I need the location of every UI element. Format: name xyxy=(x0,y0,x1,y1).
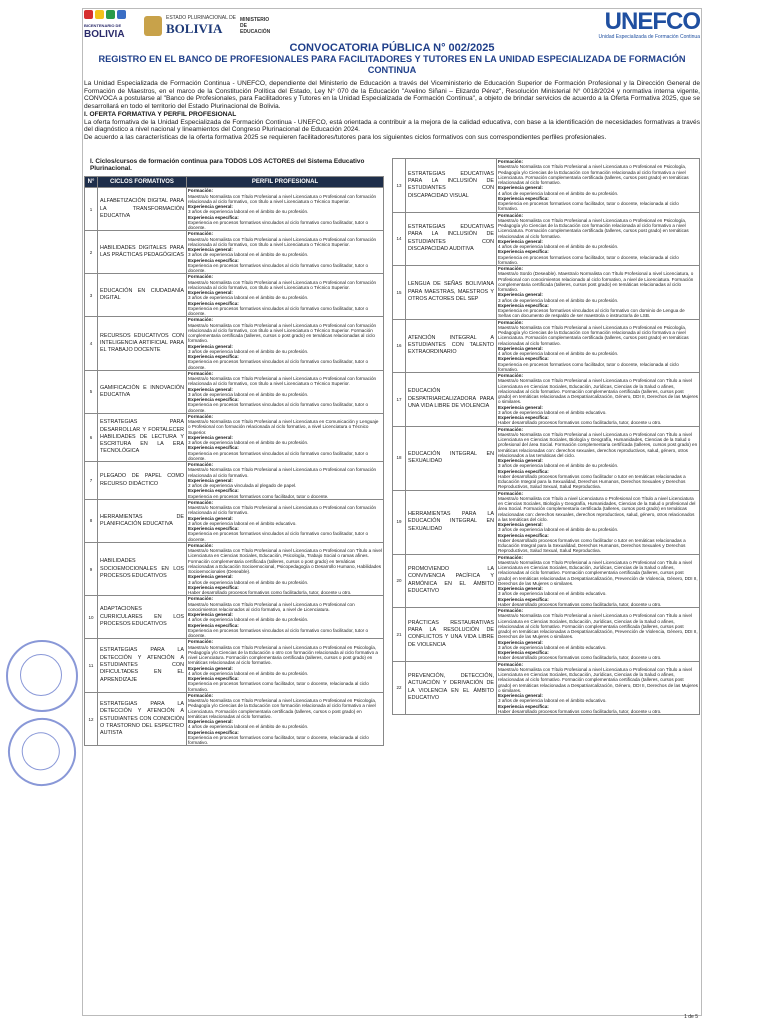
specific-experience-text: Haber desarrollado procesos formativos como facilitador o tutor en temáticas relacionadas a Educación Integral para la Sexualidad, Derechos Humanos, Derechos Sexuales y Derechos Reproductivos, Salud Sexual, Salud Reproductiva. xyxy=(498,537,686,554)
general-experience-label: Experiencia general: xyxy=(498,185,543,191)
table-row xyxy=(393,212,700,266)
profile-cell xyxy=(187,274,384,317)
formation-text: Maestra/o Normalista con Título Profesional a nivel Licenciatura en Comunicación y Lenguaje o Profesional con formación relacionada al ciclo formativo, a nivel Licenciatura o Técnico Superior. xyxy=(188,419,379,435)
formation-label: Formación: xyxy=(188,231,214,237)
formation-text: Maestra/o Normalista con Título Profesional a nivel Licenciatura o Profesional en Psicología, Pedagogía y/o Ciencias de la Educación con formación relacionada al ciclo formativo a nivel Licenciatura. Formación complementaria certificada (talleres, cursos post grado) en temáticas relacionadas al ciclo formativo. xyxy=(498,217,689,239)
specific-experience-label: Experiencia específica: xyxy=(188,729,239,735)
formation-label: Formación: xyxy=(188,317,214,323)
formation-text: Maestra/o Normalista con Título a nivel Licenciatura o Profesional con Título a nivel Licenciatura en Ciencias Sociales, Biología y Geografía, Humanidades, Ciencias de la Salud o profesional del área Social. Formación complementaria certificada (talleres, cursos post grado) en temáticas relacionadas con: derechos sexuales, derechos reproductivos, salud, género, otros relacionados a las temáticas del ciclo. xyxy=(498,495,696,522)
general-experience-text: 4 años de experiencia laboral en el ámbito de su profesión. xyxy=(188,724,309,730)
page-subtitle: REGISTRO EN EL BANCO DE PROFESIONALES PARA FACILITADORES Y TUTORES EN LA UNIDAD ESPECIALIZADA DE FORMACIÓN CONTINUA xyxy=(98,54,686,75)
table-row xyxy=(85,188,384,231)
row-number: 22 xyxy=(393,661,406,715)
table-row xyxy=(393,159,700,213)
official-seal-stamp-2 xyxy=(0,710,83,793)
cycle-name: GAMIFICACIÓN E INNOVACIÓN EDUCATIVA xyxy=(98,370,187,413)
title-block xyxy=(84,42,700,76)
row-number: 1 xyxy=(85,188,98,231)
table-intro: I. Ciclos/cursos de formación continua para TODOS LOS ACTORES del Sistema Educativo Plurinacional. xyxy=(90,158,365,173)
profile-cell xyxy=(497,426,700,490)
cycle-name: HABILIDADES SOCIOEMOCIONALES EN LOS PROCESOS EDUCATIVOS xyxy=(98,542,187,596)
general-experience-label: Experiencia general: xyxy=(188,574,233,580)
formation-label: Formación: xyxy=(188,596,214,602)
general-experience-text: 4 años de experiencia laboral en el ámbito de su profesión. xyxy=(498,244,619,249)
specific-experience-text: Experiencia en procesos formativos como facilitador, tutor o docente, relacionada al ciclo formativo. xyxy=(188,681,369,692)
general-experience-label: Experiencia general: xyxy=(498,586,543,591)
cycle-name: ESTRATEGIAS PARA LA DETECCIÓN Y ATENCIÓN A ESTUDIANTES CON DIFICULTADES EN EL APRENDIZAJE xyxy=(98,639,187,693)
specific-experience-text: Experiencia en procesos formativos vinculados al ciclo formativo como facilitador, tutor o docente. xyxy=(188,627,369,639)
general-experience-label: Experiencia general: xyxy=(498,238,543,244)
specific-experience-text: Haber desarrollado procesos formativos como facilitador/a, tutor, docente u otro. xyxy=(498,708,662,714)
cycles-table-left xyxy=(84,176,384,746)
intro-paragraph-1: La Unidad Especializada de Formación Continua - UNEFCO, dependiente del Ministerio de Educación a través del Viceministerio de Educación Superior de Formación Profesional y la Dirección General de Formación de Maestros, en el marco de la Constitución Política del Estado, Ley N° 070 de la Educación "Avelino Siñani – Elizardo Pérez", Resolución Ministerial N° 0018/2024 y normativa interna vigente, CONVOCA a postularse al "Banco de Profesionales, para Facilitadores y Tutores en la Unidad Especializada de Formación Continua", a objeto de brindar servicios de acuerdo a la Oferta Formativa 2025, que se desarrollará en todo el territorio del Estado Plurinacional de Bolivia. xyxy=(84,80,700,111)
specific-experience-label: Experiencia específica: xyxy=(498,703,549,709)
cycle-name: EDUCACIÓN INTEGRAL EN SEXUALIDAD xyxy=(406,426,497,490)
specific-experience-label: Experiencia específica: xyxy=(188,584,239,590)
formation-label: Formación: xyxy=(188,274,214,280)
formation-label: Formación: xyxy=(188,692,214,698)
row-number: 12 xyxy=(85,692,98,746)
general-experience-text: 2 años de experiencia vinculada al plegado de papel. xyxy=(188,483,297,489)
specific-experience-label: Experiencia específica: xyxy=(188,445,239,451)
cycle-name: PREVENCIÓN, DETECCIÓN, ACTUACIÓN Y DERIVACIÓN DE LA VIOLENCIA EN EL ÁMBITO EDUCATIVO xyxy=(406,661,497,715)
formation-text: Maestra/o Normalista con Título Profesional a nivel Licenciatura o Profesional con Título a nivel Licenciatura en Ciencias Sociales, Educación, Jurídicas, Ciencias de la Salud o afines, relacionadas al ciclo formativo. Formación complementaria certificada (talleres, cursos post grado) en temáticas relacionadas a Despatriarcalización, Prevención de Violencia, Género, DDI II, Derechos de las Mujeres o similares. xyxy=(498,559,698,586)
formation-text: Maestra/o Normalista con Título Profesional a nivel Licenciatura o Profesional con Título a nivel Licenciatura en Ciencias Sociales, Educación, Jurídicas, Ciencias de la Salud o afines, relacionadas al ciclo formativo. Formación complementaria certificada (talleres, cursos post grado) en temáticas relacionadas a Despatriarcalización, Prevención de Violencia, Género, DDI II, Derechos de las Mujeres o similares. xyxy=(498,613,698,640)
row-number: 19 xyxy=(393,490,406,554)
formation-text: Maestra/o Normalista con Título Profesional a nivel Licenciatura o Profesional en Psicología, Pedagogía y/o Ciencias de la Educación con formación relacionada al ciclo formativo a nivel Licenciatura. Formación complementaria certificada (talleres, cursos o post grado) en temáticas relacionadas al ciclo formativo. xyxy=(188,698,377,719)
table-row xyxy=(393,319,700,373)
general-experience-label: Experiencia general: xyxy=(188,204,233,210)
specific-experience-label: Experiencia específica: xyxy=(498,302,549,308)
general-experience-text: 3 años de experiencia laboral en el ámbito educativo. xyxy=(498,591,607,597)
specific-experience-label: Experiencia específica: xyxy=(498,532,549,538)
row-number: 18 xyxy=(393,426,406,490)
formation-label: Formación: xyxy=(498,319,524,325)
profile-cell xyxy=(187,542,384,596)
specific-experience-text: Haber desarrollado procesos formativos como facilitador/a, tutor, docente u otro. xyxy=(498,420,662,426)
page-number: 1 de 5 xyxy=(684,1014,698,1020)
header xyxy=(84,10,700,42)
cycle-name: LENGUA DE SEÑAS BOLIVIANA PARA MAESTRAS, MAESTROS Y OTROS ACTORES DEL SEP xyxy=(406,266,497,320)
general-experience-label: Experiencia general: xyxy=(498,522,543,527)
formation-label: Formación: xyxy=(188,188,214,194)
specific-experience-label: Experiencia específica: xyxy=(188,257,239,263)
formation-label: Formación: xyxy=(498,212,524,218)
cycle-name: ESTRATEGIAS PARA DESARROLLAR Y FORTALECER HABILIDADES DE LECTURA Y ESCRITURA EN LA ERA TECNOLÓGICA xyxy=(98,413,187,461)
row-number: 11 xyxy=(85,639,98,693)
specific-experience-text: Haber desarrollado procesos formativos como facilitador/a, tutor, docente u otro. xyxy=(498,655,662,661)
profile-cell xyxy=(187,413,384,461)
row-number: 3 xyxy=(85,274,98,317)
formation-label: Formación: xyxy=(498,426,524,432)
table-row xyxy=(85,639,384,693)
table-row xyxy=(393,373,700,427)
table-row xyxy=(85,370,384,413)
specific-experience-label: Experiencia específica: xyxy=(498,415,549,420)
general-experience-label: Experiencia general: xyxy=(188,343,233,349)
left-column xyxy=(84,158,384,746)
specific-experience-text: Experiencia en procesos formativos vinculados al ciclo formativo con dominio de Lengua de Señas con documento de respaldo de ser maestro/a o instructor/a de LSB. xyxy=(498,308,685,319)
general-experience-text: 3 años de experiencia laboral en el ámbito educativo. xyxy=(188,520,297,526)
profile-cell xyxy=(497,212,700,266)
general-experience-text: 3 años de experiencia laboral en el ámbito educativo. xyxy=(498,698,607,704)
profile-cell xyxy=(187,188,384,231)
general-experience-text: 3 años de experiencia laboral en el ámbito de su profesión. xyxy=(188,209,309,215)
row-number: 8 xyxy=(85,499,98,542)
logo-group xyxy=(84,10,274,42)
table-row xyxy=(393,554,700,608)
profile-cell xyxy=(187,639,384,693)
profile-cell xyxy=(497,608,700,662)
section-heading: I. OFERTA FORMATIVA Y PERFIL PROFESIONAL xyxy=(84,110,237,118)
intro-text xyxy=(84,80,700,142)
general-experience-label: Experiencia general: xyxy=(498,292,543,298)
specific-experience-label: Experiencia específica: xyxy=(188,622,239,628)
general-experience-label: Experiencia general: xyxy=(188,477,233,483)
general-experience-label: Experiencia general: xyxy=(188,612,233,618)
intro-paragraph-2: La oferta formativa de la Unidad Especializada de Formación Continua - UNEFCO, está orientada a contribuir a la mejora de la calidad educativa, con base a la identificación de necesidades formativas a través del diagnóstico a nivel nacional y lineamientos del Congreso Plurinacional de Educación 2024. xyxy=(84,118,700,134)
specific-experience-label: Experiencia específica: xyxy=(498,650,549,655)
profile-cell xyxy=(497,373,700,427)
specific-experience-text: Experiencia en procesos formativos vinculados al ciclo formativo como facilitador, tutor o docente. xyxy=(188,531,369,542)
bicentenario-logo: BICENTENARIO DE BOLIVIA xyxy=(84,10,136,42)
specific-experience-label: Experiencia específica: xyxy=(498,468,549,474)
cycle-name: ESTRATEGIAS EDUCATIVAS PARA LA INCLUSIÓN DE ESTUDIANTES CON DISCAPACIDAD VISUAL xyxy=(406,159,497,213)
specific-experience-label: Experiencia específica: xyxy=(188,676,239,682)
profile-cell xyxy=(497,319,700,373)
table-row xyxy=(85,231,384,274)
general-experience-label: Experiencia general: xyxy=(498,693,543,698)
cycle-name: PROMOVIENDO LA CONVIVENCIA PACÍFICA Y ARMÓNICA EN EL ÁMBITO EDUCATIVO xyxy=(406,554,497,608)
cycle-name: PLEGADO DE PAPEL COMO RECURSO DIDÁCTICO xyxy=(98,462,187,500)
formation-text: Maestra/o Normalista con Título Profesional a nivel Licenciatura o Profesional con Título a nivel Licenciatura en Ciencias Sociales, Educación, Jurídicas, Ciencias de la Salud o afines, relacionadas al ciclo formativo. Formación complementaria certificada (talleres, cursos post grado) en temáticas relacionadas a Despatriarcalización, Género, DDI II, Derechos de las Mujeres o similares. xyxy=(498,666,698,693)
specific-experience-label: Experiencia específica: xyxy=(188,526,239,532)
table-row xyxy=(85,596,384,639)
formation-text: Maestra/o Normalista con Título Profesional a nivel Licenciatura o Profesional en Psicología, Pedagogía y/o Ciencias de la Educación con formación relacionada al ciclo formativo a nivel Licenciatura. Formación complementaria certificada (talleres, cursos post grado) en temáticas relacionadas al ciclo formativo. xyxy=(498,324,689,346)
row-number: 17 xyxy=(393,373,406,427)
cycle-name: EDUCACIÓN DESPATRIARCALIZADORA PARA UNA VIDA LIBRE DE VIOLENCIA xyxy=(406,373,497,427)
general-experience-text: 4 años de experiencia laboral en el ámbito de su profesión. xyxy=(498,351,619,356)
formation-text: Maestra/o Normalista con Título Profesional a nivel Licenciatura o Profesional en Psicología, Pedagogía y/o Ciencias de la Educación o otro con formación relacionada al ciclo formativo a nivel Licenciatura. Formación complementaria certificada (talleres, cursos o post grado) en temáticas relacionadas al ciclo formativo. xyxy=(188,644,378,666)
specific-experience-label: Experiencia específica: xyxy=(188,214,239,220)
specific-experience-text: Experiencia en procesos formativos vinculados al ciclo formativo como facilitador, tutor o docente. xyxy=(188,359,369,370)
row-number: 20 xyxy=(393,554,406,608)
table-row xyxy=(85,462,384,500)
right-column xyxy=(392,158,700,715)
cycle-name: HABILIDADES DIGITALES PARA LAS PRÁCTICAS PEDAGÓGICAS xyxy=(98,231,187,274)
formation-text: Maestra/o Normalista con Título Profesional a nivel Licenciatura o Profesional con formación relacionada al ciclo formativo, con título a nivel Licenciatura o Técnico Superior. xyxy=(188,376,377,387)
general-experience-text: 3 años de experiencia laboral en el ámbito de su profesión. xyxy=(188,348,309,354)
header-cycles: CICLOS FORMATIVOS xyxy=(98,177,187,188)
row-number: 13 xyxy=(393,159,406,213)
specific-experience-text: Experiencia en procesos formativos como facilitador, tutor o docente. xyxy=(188,493,329,499)
table-body-right xyxy=(393,159,700,715)
formation-text: Maestra/o Normalista con Título Profesional a nivel Licenciatura o Profesional con formación relacionada al ciclo formativo. xyxy=(188,505,377,516)
profile-cell xyxy=(497,266,700,320)
specific-experience-label: Experiencia específica: xyxy=(188,300,239,306)
cycle-name: ATENCIÓN INTEGRAL A ESTUDIANTES CON TALENTO EXTRAORDINARIO xyxy=(406,319,497,373)
general-experience-label: Experiencia general: xyxy=(188,247,233,253)
profile-cell xyxy=(187,596,384,639)
formation-text: Maestra/o Normalista con Título Profesional a nivel Licenciatura o Profesional con formación relacionada al ciclo formativo, con título a nivel Licenciatura o Técnico Superior. xyxy=(188,279,377,290)
formation-text: Maestra/o Normalista con Título Profesional a nivel Licenciatura o Profesional con Título a nivel Licenciatura en Ciencias Sociales, Educación, Psicología, Trabajo Social o ramas afines. Formación complementaria certificada (talleres, cursos o post grado) en temáticas relacionadas a Educación Socioemocional, Psicopedagogía o Desarrollo Humano, Habilidades Socioemocionales (Deseable). xyxy=(188,548,382,575)
cycle-name: ALFABETIZACIÓN DIGITAL PARA LA TRANSFORMACIÓN EDUCATIVA xyxy=(98,188,187,231)
cycle-name: ADAPTACIONES CURRICULARES EN LOS PROCESOS EDUCATIVOS xyxy=(98,596,187,639)
cycle-name: ESTRATEGIAS EDUCATIVAS PARA LA INCLUSIÓN DE ESTUDIANTES CON DISCAPACIDAD AUDITIVA xyxy=(406,212,497,266)
specific-experience-text: Experiencia en procesos formativos como facilitador, tutor o docente, relacionada al ciclo formativo. xyxy=(498,254,679,265)
unefco-logo: UNEFCO Unidad Especializada de Formación Continua xyxy=(598,8,700,40)
profile-cell xyxy=(187,231,384,274)
table-row xyxy=(393,426,700,490)
specific-experience-text: Experiencia en procesos formativos vinculados al ciclo formativo como facilitador, tutor o docente. xyxy=(188,305,369,317)
table-row xyxy=(85,413,384,461)
formation-label: Formación: xyxy=(498,661,524,667)
table-row xyxy=(393,266,700,320)
official-seal-stamp xyxy=(6,640,78,712)
formation-text: Maestra/o Normalista con Título Profesional a nivel Licenciatura o Profesional con conocimientos relacionados al ciclo formativo, a nivel de Licenciatura. xyxy=(188,601,355,612)
row-number: 5 xyxy=(85,370,98,413)
formation-label: Formación: xyxy=(498,490,524,496)
formation-label: Formación: xyxy=(188,639,214,645)
row-number: 21 xyxy=(393,608,406,662)
general-experience-label: Experiencia general: xyxy=(188,515,233,521)
general-experience-text: 3 años de experiencia laboral en el ámbito de su profesión. xyxy=(188,252,309,258)
profile-cell xyxy=(497,554,700,608)
row-number: 4 xyxy=(85,317,98,371)
formation-label: Formación: xyxy=(498,554,524,560)
specific-experience-text: Experiencia en procesos formativos vinculados al ciclo formativo como facilitador, tutor o docente. xyxy=(188,219,369,231)
table-row xyxy=(85,274,384,317)
table-row xyxy=(85,542,384,596)
specific-experience-text: Experiencia en procesos formativos como facilitador, tutor o docente, relacionada al ciclo formativo. xyxy=(188,734,369,746)
specific-experience-text: Experiencia en procesos formativos vinculados al ciclo formativo como facilitador, tutor o docente. xyxy=(188,262,369,274)
general-experience-label: Experiencia general: xyxy=(188,665,233,671)
formation-text: Maestra/o Normalista con Título Profesional a nivel Licenciatura o Profesional con Título a nivel Licenciatura en Ciencias Sociales, Educación, Jurídicas, Ciencias de la Salud o afines, relacionadas al ciclo formativo. Formación complementaria certificada (talleres, cursos post grado) en temáticas relacionadas a Despatriarcalización, Género, DDI II, Derechos de las Mujeres o similares. xyxy=(498,378,698,405)
general-experience-label: Experiencia general: xyxy=(188,434,233,440)
ministerio-logo: ESTADO PLURINACIONAL DE BOLIVIA MINISTERIO DE EDUCACIÓN xyxy=(144,15,274,37)
formation-label: Formación: xyxy=(498,159,524,164)
table-row xyxy=(85,692,384,746)
formation-label: Formación: xyxy=(188,542,214,548)
row-number: 15 xyxy=(393,266,406,320)
general-experience-label: Experiencia general: xyxy=(498,345,543,351)
table-row xyxy=(393,608,700,662)
formation-text: Maestra/o Normalista con Título Profesional a nivel Licenciatura o Profesional con Título a nivel Licenciatura en Ciencias Sociales, Biología y Geografía, Humanidades, Ciencias de la Salud o profesional del área Social. Formación complementaria certificada (talleres, cursos post grado) en temáticas relacionadas con: derechos sexuales, derechos reproductivos, salud, género, otros relacionados a las temáticas del ciclo. xyxy=(498,431,698,458)
cycle-name: EDUCACIÓN EN CIUDADANÍA DIGITAL xyxy=(98,274,187,317)
header-profile: PERFIL PROFESIONAL xyxy=(187,177,384,188)
specific-experience-label: Experiencia específica: xyxy=(498,596,549,602)
header-number: N° xyxy=(85,177,98,188)
formation-text: Maestra/o Normalista con Título Profesional a nivel Licenciatura o Profesional con formación relacionada al ciclo formativo, con título a nivel Licenciatura o Técnico Superior. xyxy=(188,193,377,204)
general-experience-label: Experiencia general: xyxy=(498,458,543,463)
specific-experience-label: Experiencia específica: xyxy=(188,397,239,403)
table-row xyxy=(393,490,700,554)
profile-cell xyxy=(187,317,384,371)
specific-experience-text: Haber desarrollado procesos formativos como facilitador o tutor en temáticas relacionadas a Educación Integral para la Sexualidad, Derechos Humanos, Derechos Sexuales y Derechos Reproductivos, Salud Sexual, Salud Reproductiva. xyxy=(498,473,686,490)
general-experience-text: 3 años de experiencia laboral en el ámbito de su profesión. xyxy=(498,297,619,303)
general-experience-text: 3 años de experiencia laboral en el ámbito educativo. xyxy=(498,409,607,415)
profile-cell xyxy=(187,370,384,413)
table-row xyxy=(85,499,384,542)
formation-text: Maestra/o Normalista con Título Profesional a nivel Licenciatura o Profesional con formación relacionada al ciclo formativo, con título a nivel Licenciatura o Técnico Superior. Formación complementaria certificada (talleres, cursos o post grado) en temáticas relacionadas al ciclo formativo. xyxy=(188,322,377,344)
general-experience-text: 3 años de experiencia laboral en el ámbito de su profesión. xyxy=(188,295,309,301)
row-number: 16 xyxy=(393,319,406,373)
general-experience-text: 3 años de experiencia laboral en el ámbito de su profesión. xyxy=(498,527,619,533)
profile-cell xyxy=(497,490,700,554)
general-experience-text: 4 años de experiencia laboral en el ámbito de su profesión. xyxy=(498,190,619,196)
general-experience-text: 4 años de experiencia laboral en el ámbito de su profesión. xyxy=(188,670,309,676)
formation-label: Formación: xyxy=(188,370,214,376)
general-experience-text: 3 años de experiencia laboral en el ámbito de su profesión. xyxy=(498,463,619,469)
profile-cell xyxy=(187,462,384,500)
general-experience-text: 3 años de experiencia laboral en el ámbito de su profesión. xyxy=(188,391,309,397)
formation-label: Formación: xyxy=(498,608,524,613)
row-number: 10 xyxy=(85,596,98,639)
table-row xyxy=(85,317,384,371)
formation-label: Formación: xyxy=(188,499,214,505)
specific-experience-text: Experiencia en procesos formativos como facilitador, tutor o docente, relacionada al ciclo formativo. xyxy=(498,201,679,212)
table-body-left xyxy=(85,188,384,746)
specific-experience-label: Experiencia específica: xyxy=(188,488,239,494)
specific-experience-label: Experiencia específica: xyxy=(498,249,549,255)
table-row xyxy=(393,661,700,715)
general-experience-label: Experiencia general: xyxy=(498,639,543,645)
cycle-name: HERRAMIENTAS DE PLANIFICACIÓN EDUCATIVA xyxy=(98,499,187,542)
specific-experience-text: Haber desarrollado procesos formativos como facilitador/a, tutor, docente u otro. xyxy=(498,601,662,607)
specific-experience-text: Experiencia en procesos formativos vinculados al ciclo formativo como facilitador, tutor o docente. xyxy=(188,450,369,461)
specific-experience-text: Experiencia en procesos formativos como facilitador, tutor o docente, relacionada al ciclo formativo. xyxy=(498,361,679,372)
cycles-table-right xyxy=(392,158,700,715)
formation-label: Formación: xyxy=(498,266,524,271)
profile-cell xyxy=(187,499,384,542)
formation-label: Formación: xyxy=(188,413,214,419)
general-experience-text: 3 años de experiencia laboral en el ámbito de su profesión. xyxy=(188,440,309,446)
specific-experience-text: Experiencia en procesos formativos vinculados al ciclo formativo como facilitador, tutor o docente. xyxy=(188,402,369,413)
row-number: 2 xyxy=(85,231,98,274)
row-number: 6 xyxy=(85,413,98,461)
formation-label: Formación: xyxy=(188,462,214,468)
profile-cell xyxy=(497,159,700,213)
cycle-name: ESTRATEGIAS PARA LA DETECCIÓN Y ATENCIÓN A ESTUDIANTES CON CONDICIÓN O TRASTORNO DEL ESPECTRO AUTISTA xyxy=(98,692,187,746)
general-experience-text: 4 años de experiencia laboral en el ámbito de su profesión. xyxy=(188,617,309,623)
formation-text: Maestra/o Normalista con Título Profesional a nivel Licenciatura o Profesional en Psicología, Pedagogía y/o Ciencias de la Educación con formación relacionada al ciclo formativo a nivel Licenciatura. Formación complementaria certificada (talleres, cursos post grado) en temáticas relacionadas al ciclo formativo. xyxy=(498,164,689,185)
cycle-name: HERRAMIENTAS PARA LA EDUCACIÓN INTEGRAL EN SEXUALIDAD xyxy=(406,490,497,554)
general-experience-text: 3 años de experiencia laboral en el ámbito de su profesión. xyxy=(188,579,309,585)
general-experience-label: Experiencia general: xyxy=(188,719,233,725)
cycle-name: RECURSOS EDUCATIVOS CON INTELIGENCIA ARTIFICIAL PARA EL TRABAJO DOCENTE xyxy=(98,317,187,371)
specific-experience-label: Experiencia específica: xyxy=(498,356,549,362)
row-number: 9 xyxy=(85,542,98,596)
row-number: 14 xyxy=(393,212,406,266)
row-number: 7 xyxy=(85,462,98,500)
general-experience-text: 3 años de experiencia laboral en el ámbito educativo. xyxy=(498,644,607,650)
formation-text: Maestra/o Sordo (Deseable). Maestra/o Normalista con Título Profesional a nivel Licenciatura, o Profesional con conocimientos relacionado al ciclo formativo, a nivel de Licenciatura. Formación complementaria certificada (talleres, cursos post grado) en temáticas relacionadas al ciclo formativo. xyxy=(498,271,694,292)
formation-text: Maestra/o Normalista con Título Profesional a nivel Licenciatura o Profesional con formación relacionada al ciclo formativo, con título a nivel Licenciatura o Técnico Superior. xyxy=(188,236,377,247)
cycle-name: PRÁCTICAS RESTAURATIVAS PARA LA RESOLUCIÓN DE CONFLICTOS Y UNA VIDA LIBRE DE VIOLENCIA xyxy=(406,608,497,662)
general-experience-label: Experiencia general: xyxy=(188,290,233,296)
profile-cell xyxy=(497,661,700,715)
profile-cell xyxy=(187,692,384,746)
formation-text: Maestra/o Normalista con Título Profesional a nivel Licenciatura o Profesional con formación relacionada al ciclo formativo. xyxy=(188,467,377,478)
general-experience-label: Experiencia general: xyxy=(498,404,543,410)
specific-experience-text: Haber desarrollado procesos formativos como facilitador/a, tutor, docente u otro. xyxy=(188,590,352,596)
intro-paragraph-3: De acuerdo a las características de la oferta formativa 2025 se requieren facilitadores/tutores para los siguientes ciclos formativos con sus correspondientes perfiles profesionales. xyxy=(84,133,607,141)
general-experience-label: Experiencia general: xyxy=(188,386,233,392)
specific-experience-label: Experiencia específica: xyxy=(188,354,239,360)
crest-icon xyxy=(144,16,162,36)
page-title: CONVOCATORIA PÚBLICA N° 002/2025 xyxy=(289,42,495,54)
specific-experience-label: Experiencia específica: xyxy=(498,195,549,201)
formation-label: Formación: xyxy=(498,373,524,378)
